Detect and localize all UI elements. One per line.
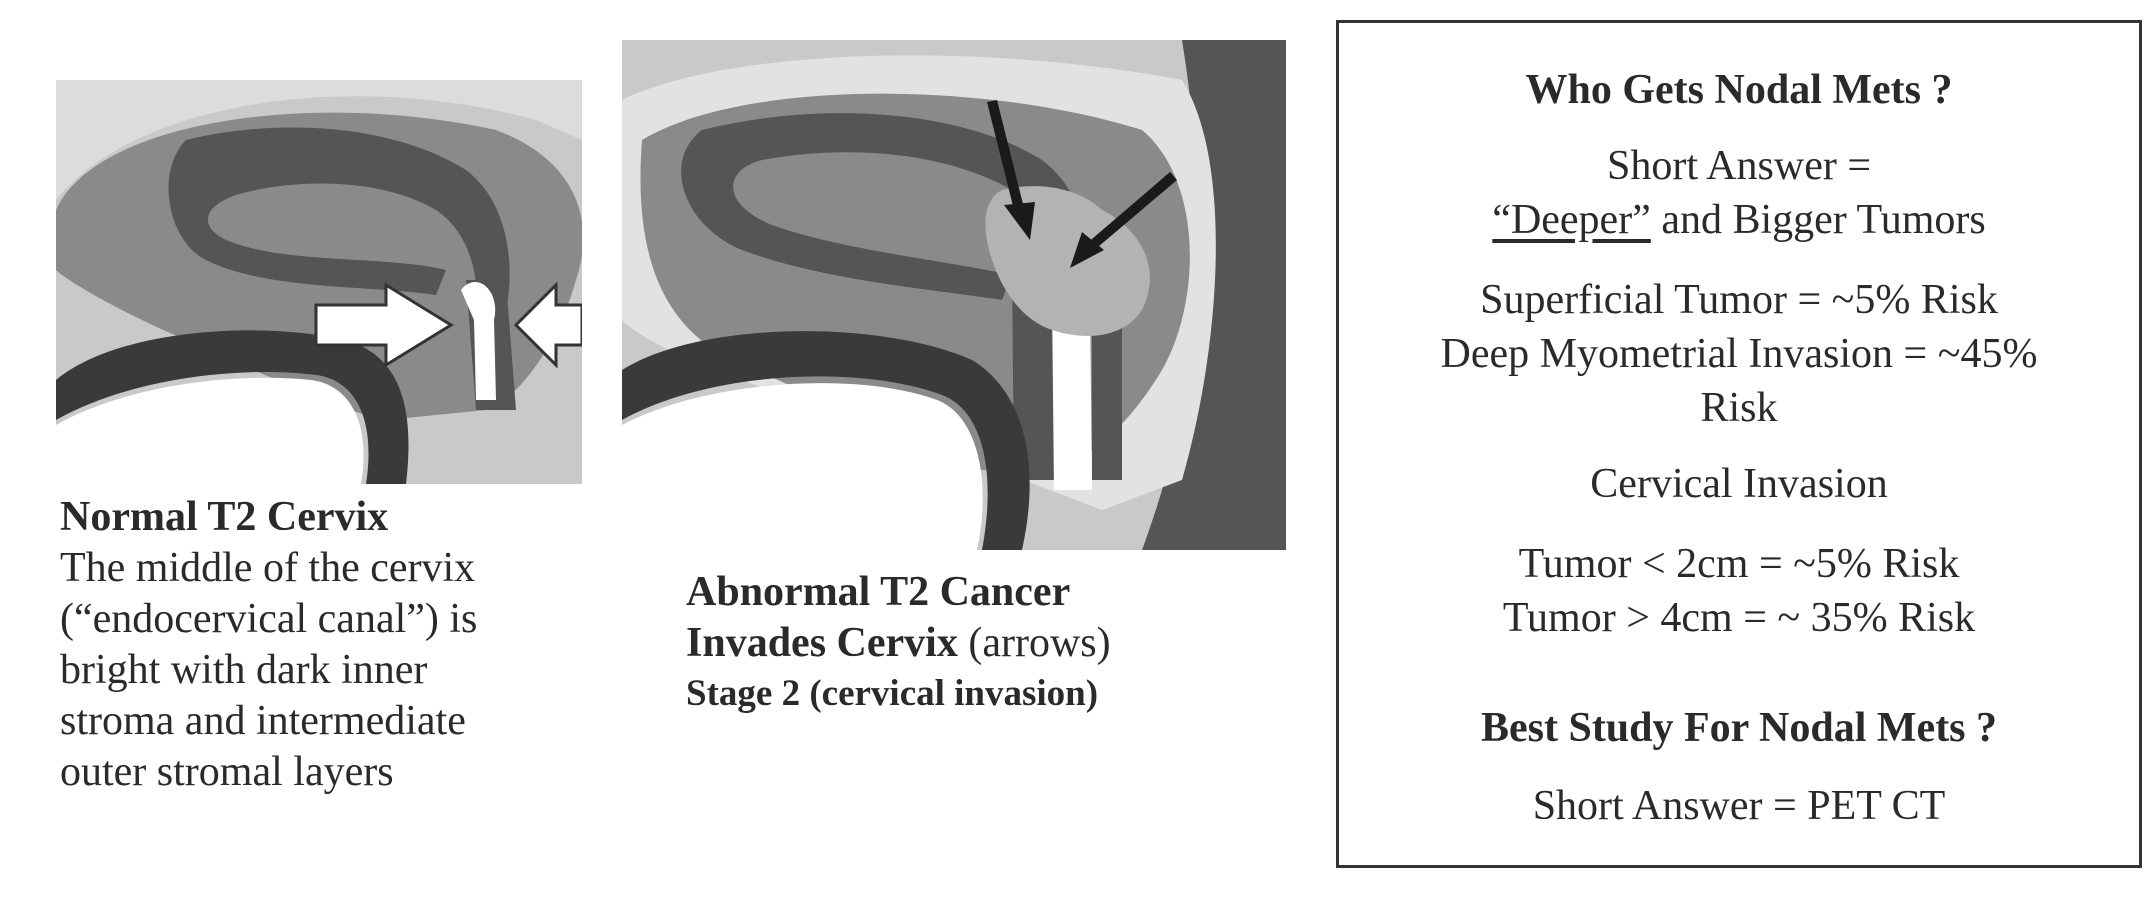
normal-line-2: (“endocervical canal”) is: [60, 596, 478, 642]
bigger-tumors-text: and Bigger Tumors: [1650, 197, 1986, 243]
abnormal-arrows-note: (arrows): [957, 620, 1111, 666]
tumor-large-risk: Tumor > 4cm = ~ 35% Risk: [1502, 595, 1976, 641]
heading-best-study: Best Study For Nodal Mets ?: [1480, 705, 1998, 751]
abnormal-title-line-2-row: [686, 618, 1246, 669]
tumor-small-risk: Tumor < 2cm = ~5% Risk: [1518, 541, 1960, 587]
bladder-lumen: [622, 383, 983, 550]
cervical-invasion: Cervical Invasion: [1590, 461, 1888, 507]
normal-line-1: The middle of the cervix: [60, 545, 476, 591]
deeper-bigger-row: [1339, 193, 2139, 247]
normal-cervix-illustration: [56, 80, 582, 484]
deep-invasion-risk-line-2: Risk: [1700, 385, 1778, 431]
normal-caption: [60, 492, 620, 798]
abnormal-caption: [686, 567, 1246, 719]
normal-line-5: outer stromal layers: [60, 749, 394, 795]
normal-cervix-svg: [56, 80, 582, 484]
abnormal-cervix-illustration: [622, 40, 1286, 550]
nodal-mets-info-box: [1336, 20, 2142, 868]
short-answer-label: Short Answer =: [1606, 143, 1872, 189]
normal-title: Normal T2 Cervix: [60, 494, 389, 540]
abnormal-title-line-2: Invades Cervix: [686, 620, 958, 666]
abnormal-cervix-svg: [622, 40, 1286, 550]
heading-who-gets-nodal-mets: Who Gets Nodal Mets ?: [1525, 67, 1953, 113]
abnormal-title-line-1: Abnormal T2 Cancer: [686, 569, 1071, 615]
normal-line-3: bright with dark inner: [60, 647, 428, 693]
superficial-tumor-risk: Superficial Tumor = ~5% Risk: [1480, 277, 1998, 323]
abnormal-stage: Stage 2 (cervical invasion): [686, 673, 1099, 714]
normal-line-4: stroma and intermediate: [60, 698, 466, 744]
short-answer-pet-ct: Short Answer = PET CT: [1532, 783, 1946, 829]
deep-invasion-risk-line-1: Deep Myometrial Invasion = ~45%: [1440, 331, 2038, 377]
deeper-text: “Deeper”: [1492, 197, 1651, 243]
